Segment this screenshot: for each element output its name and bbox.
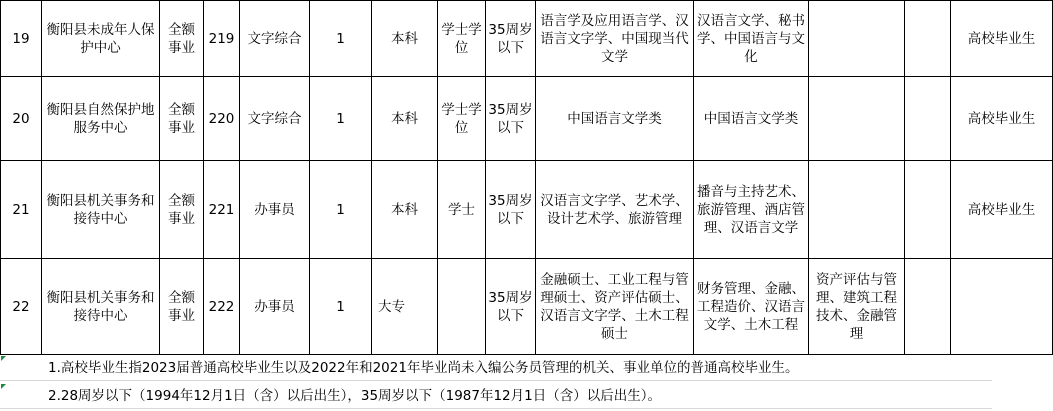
degree xyxy=(438,259,486,355)
unit-name: 衡阳县未成年人保护中心 xyxy=(42,1,160,77)
table-row xyxy=(1,161,1053,259)
row-number: 20 xyxy=(1,77,42,161)
major-undergraduate: 播音与主持艺术、旅游管理、酒店管理、汉语言文学 xyxy=(694,161,809,259)
post-name: 办事员 xyxy=(240,259,310,355)
note-2: 2.28周岁以下（1994年12月1日（含）以后出生），35周岁以下（1987年12月1日（含）以后出生）。 xyxy=(0,383,992,409)
post-name: 办事员 xyxy=(240,161,310,259)
unit-name: 衡阳县自然保护地服务中心 xyxy=(42,77,160,161)
hiring-count: 1 xyxy=(310,161,372,259)
other-requirement xyxy=(905,77,951,161)
major-postgraduate: 汉语言文字学、艺术学、设计艺术学、旅游管理 xyxy=(536,161,694,259)
row-number: 22 xyxy=(1,259,42,355)
other-requirement xyxy=(905,259,951,355)
funding-type: 全额事业 xyxy=(160,161,204,259)
funding-type: 全额事业 xyxy=(160,77,204,161)
hiring-count: 1 xyxy=(310,1,372,77)
target-group: 高校毕业生 xyxy=(951,1,1053,77)
major-undergraduate: 中国语言文学类 xyxy=(694,77,809,161)
table-row xyxy=(1,1,1053,77)
post-code: 220 xyxy=(204,77,240,161)
age-limit: 35周岁以下 xyxy=(486,1,536,77)
hiring-count: 1 xyxy=(310,77,372,161)
education: 本科 xyxy=(372,1,438,77)
table-row xyxy=(1,77,1053,161)
major-college xyxy=(809,1,905,77)
cell-comment-marker xyxy=(1,384,6,389)
target-group: 高校毕业生 xyxy=(951,161,1053,259)
unit-name: 衡阳县机关事务和接待中心 xyxy=(42,161,160,259)
degree: 学士学位 xyxy=(438,77,486,161)
cell-comment-marker xyxy=(1,356,6,361)
post-code: 221 xyxy=(204,161,240,259)
unit-name: 衡阳县机关事务和接待中心 xyxy=(42,259,160,355)
degree: 学士学位 xyxy=(438,1,486,77)
post-name: 文字综合 xyxy=(240,1,310,77)
funding-type: 全额事业 xyxy=(160,1,204,77)
age-limit: 35周岁以下 xyxy=(486,77,536,161)
major-college: 资产评估与管理、建筑工程技术、金融管理 xyxy=(809,259,905,355)
target-group: 高校毕业生 xyxy=(951,77,1053,161)
other-requirement xyxy=(905,161,951,259)
note-1: 1.高校毕业生指2023届普通高校毕业生以及2022年和2021年毕业尚未入编公务员管理的机关、事业单位的普通高校毕业生。 xyxy=(0,355,992,381)
major-postgraduate: 金融硕士、工业工程与管理硕士、资产评估硕士、汉语言文字学、土木工程硕士 xyxy=(536,259,694,355)
education: 本科 xyxy=(372,77,438,161)
major-postgraduate: 中国语言文学类 xyxy=(536,77,694,161)
post-name: 文字综合 xyxy=(240,77,310,161)
post-code: 222 xyxy=(204,259,240,355)
row-number: 21 xyxy=(1,161,42,259)
post-code: 219 xyxy=(204,1,240,77)
education: 本科 xyxy=(372,161,438,259)
major-college xyxy=(809,161,905,259)
age-limit: 35周岁以下 xyxy=(486,161,536,259)
major-undergraduate: 财务管理、金融、工程造价、汉语言文学、土木工程 xyxy=(694,259,809,355)
major-undergraduate: 汉语言文学、秘书学、中国语言与文化 xyxy=(694,1,809,77)
funding-type: 全额事业 xyxy=(160,259,204,355)
table-row xyxy=(1,259,1053,355)
major-college xyxy=(809,77,905,161)
target-group xyxy=(951,259,1053,355)
other-requirement xyxy=(905,1,951,77)
row-number: 19 xyxy=(1,1,42,77)
education: 大专 xyxy=(372,259,438,355)
degree: 学士 xyxy=(438,161,486,259)
major-postgraduate: 语言学及应用语言学、汉语言文字学、中国现当代文学 xyxy=(536,1,694,77)
age-limit: 35周岁以下 xyxy=(486,259,536,355)
hiring-count: 1 xyxy=(310,259,372,355)
